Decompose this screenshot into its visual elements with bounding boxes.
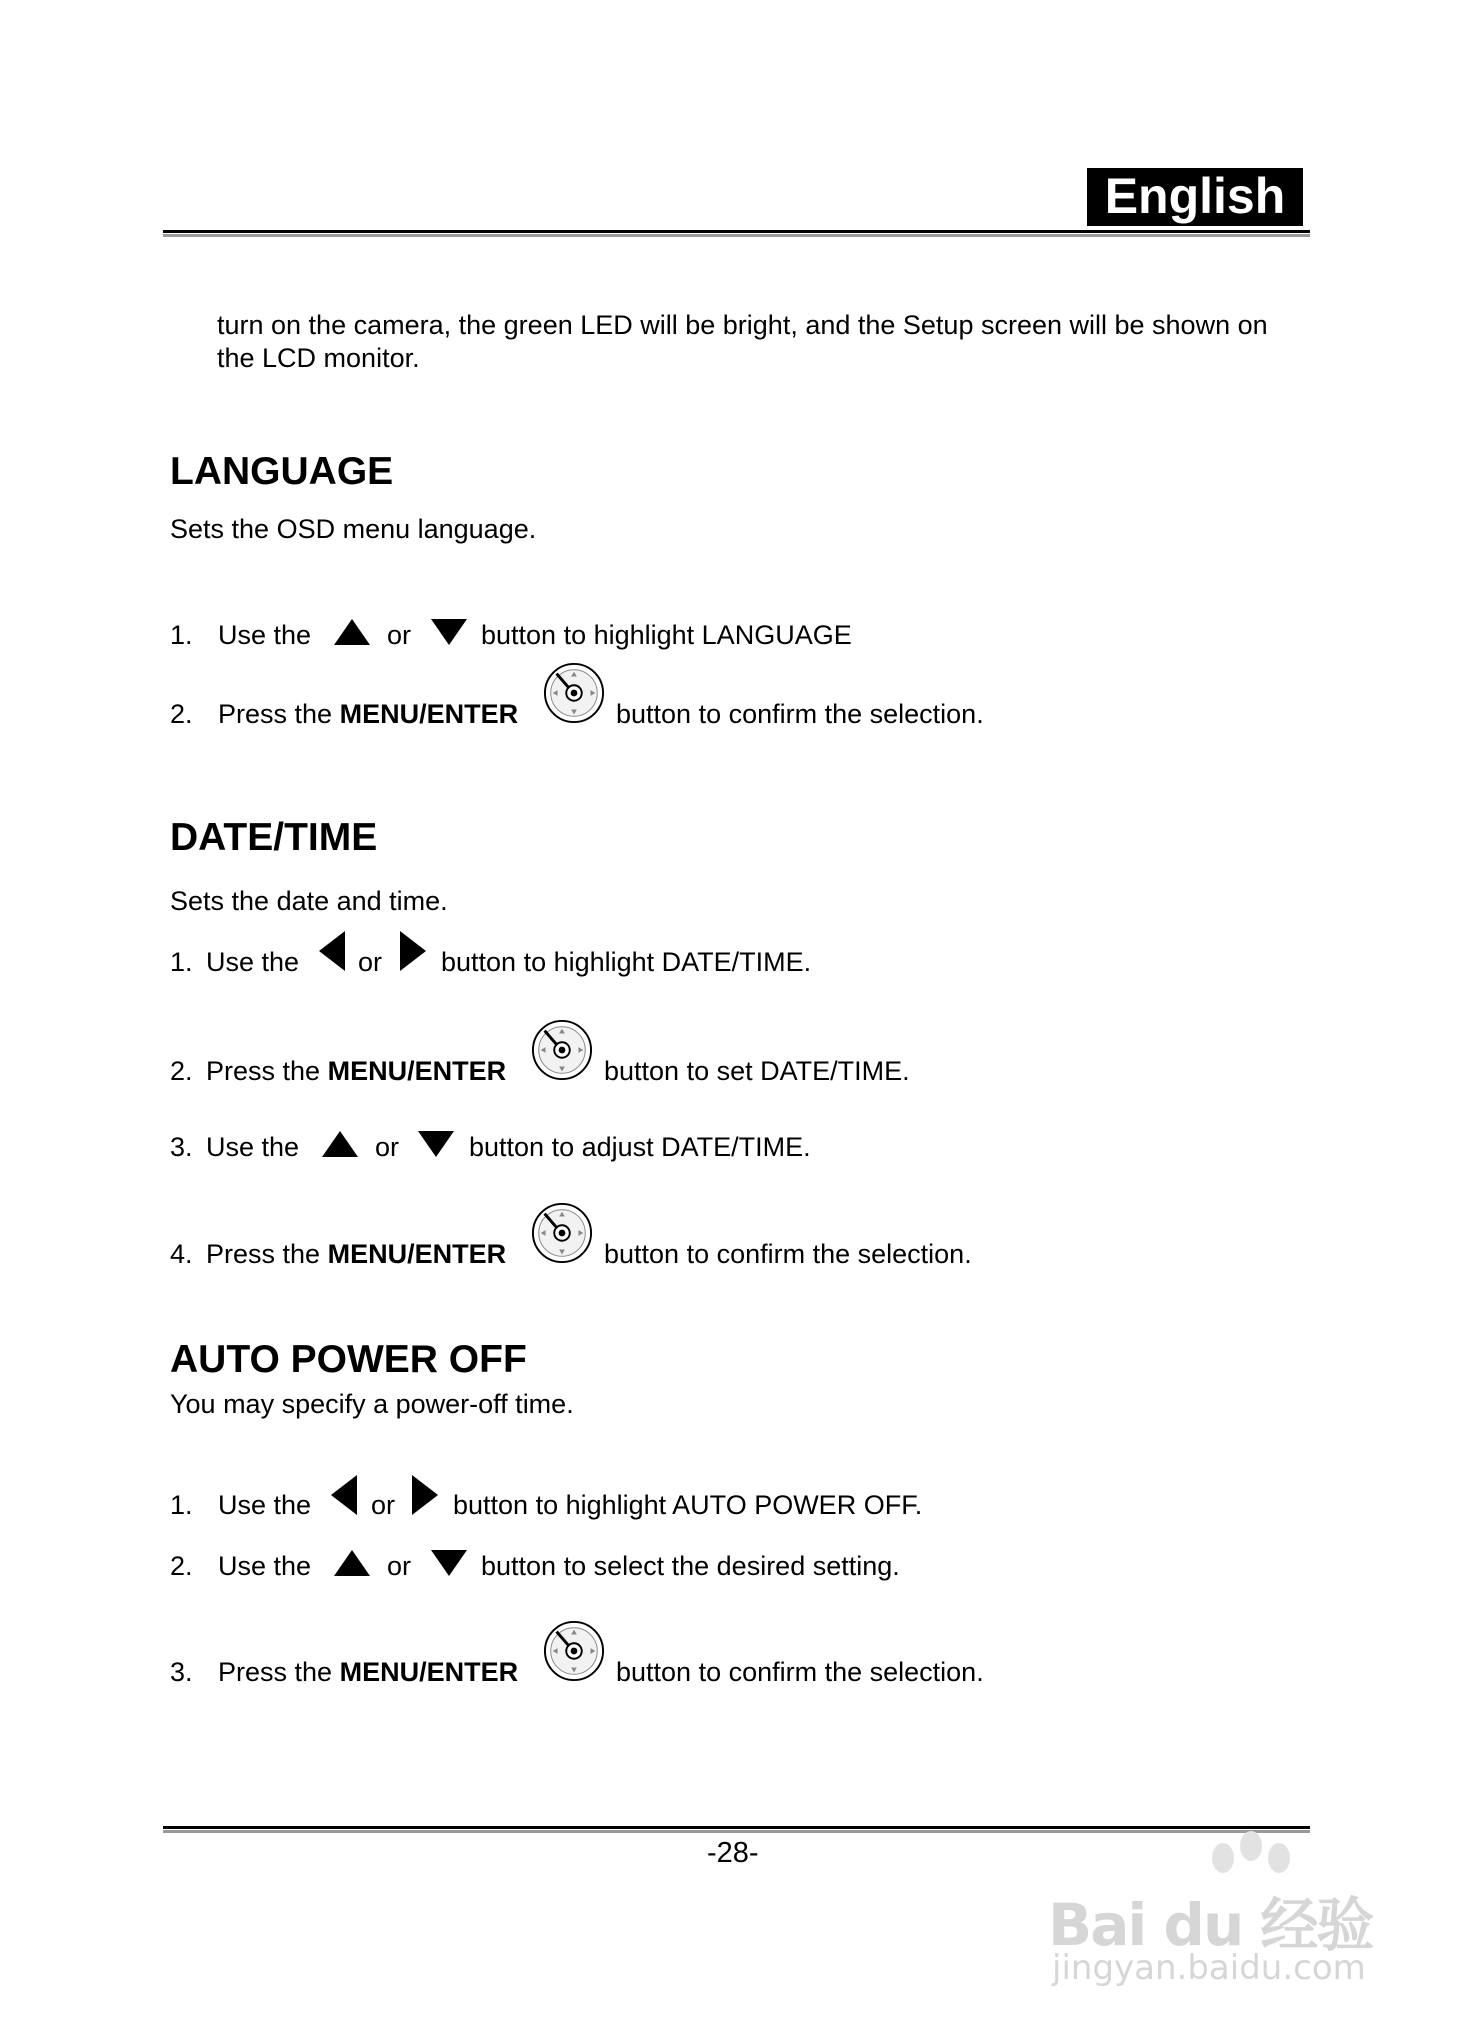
auto-power-off-heading: AUTO POWER OFF: [170, 1338, 527, 1381]
auto-power-off-step-2: [170, 1550, 900, 1582]
right-arrow-icon: [410, 1473, 440, 1517]
language-heading: LANGUAGE: [170, 450, 394, 493]
step-text-or: or: [387, 1551, 412, 1581]
menu-enter-label: MENU/ENTER: [339, 1657, 519, 1687]
step-text-post: button to set DATE/TIME.: [604, 1056, 910, 1086]
datetime-step-3: [170, 1131, 811, 1163]
down-arrow-icon: [427, 617, 471, 647]
language-step-1: [170, 619, 852, 651]
step-text-pre: Use the: [206, 1132, 300, 1162]
language-step-2: [170, 698, 984, 730]
step-text-pre: Use the: [218, 1551, 312, 1581]
datetime-step-4: [170, 1238, 972, 1270]
step-number: 1.: [170, 1490, 193, 1520]
auto-power-off-description: You may specify a power-off time.: [170, 1389, 574, 1419]
step-text-pre: [218, 698, 518, 730]
step-number: 1.: [170, 620, 193, 650]
intro-line-2: the LCD monitor.: [217, 343, 420, 373]
up-arrow-icon: [330, 617, 374, 647]
language-badge: English: [1087, 168, 1303, 226]
step-text-pre-label: Press the: [218, 1657, 333, 1687]
step-text-post: button to highlight DATE/TIME.: [441, 947, 812, 977]
step-text-or: or: [371, 1490, 396, 1520]
datetime-step-1: [170, 946, 812, 978]
step-number: 4.: [170, 1239, 193, 1269]
auto-power-off-step-1: [170, 1489, 923, 1521]
menu-enter-button-icon: [531, 1202, 593, 1264]
step-text-post: button to highlight AUTO POWER OFF.: [453, 1490, 923, 1520]
step-number: 3.: [170, 1657, 193, 1687]
step-text-post: button to select the desired setting.: [481, 1551, 900, 1581]
step-number: 2.: [170, 1056, 193, 1086]
step-text-post: button to confirm the selection.: [616, 1657, 984, 1687]
header-rule: [163, 230, 1310, 233]
left-arrow-icon: [329, 1473, 359, 1517]
watermark-url: jingyan.baidu.com: [1052, 1948, 1366, 1988]
step-text-pre: Use the: [218, 620, 312, 650]
header-rule-shadow: [163, 234, 1310, 237]
step-text-or: or: [375, 1132, 400, 1162]
language-description: Sets the OSD menu language.: [170, 514, 537, 544]
page-number: -28-: [707, 1837, 759, 1869]
up-arrow-icon: [318, 1129, 362, 1159]
step-text-post: button to confirm the selection.: [616, 699, 984, 729]
step-number: 1.: [170, 947, 193, 977]
step-text-post: button to highlight LANGUAGE: [481, 620, 852, 650]
step-text-pre: Use the: [218, 1490, 312, 1520]
up-arrow-icon: [330, 1548, 374, 1578]
step-text-pre: Use the: [206, 947, 300, 977]
down-arrow-icon: [427, 1548, 471, 1578]
step-number: 2.: [170, 1551, 193, 1581]
step-number: 3.: [170, 1132, 193, 1162]
step-text-pre-label: Press the: [206, 1239, 321, 1269]
menu-enter-button-icon: [531, 1019, 593, 1081]
step-text-pre-label: Press the: [206, 1056, 321, 1086]
step-text-pre: [218, 1656, 518, 1688]
intro-line-1: turn on the camera, the green LED will be bright, and the Setup screen will be shown on: [217, 310, 1268, 340]
menu-enter-button-icon: [543, 1620, 605, 1682]
step-text-pre: [206, 1055, 506, 1087]
step-text-pre-label: Press the: [218, 699, 333, 729]
step-text-or: or: [387, 620, 412, 650]
auto-power-off-step-3: [170, 1656, 984, 1688]
step-number: 2.: [170, 699, 193, 729]
step-text-post: button to confirm the selection.: [604, 1239, 972, 1269]
step-text-post: button to adjust DATE/TIME.: [469, 1132, 811, 1162]
step-text-or: or: [358, 947, 383, 977]
right-arrow-icon: [398, 929, 428, 973]
menu-enter-button-icon: [543, 662, 605, 724]
baidu-watermark-logo: [1048, 1828, 1388, 1988]
datetime-step-2: [170, 1055, 910, 1087]
datetime-heading: DATE/TIME: [170, 816, 378, 859]
menu-enter-label: MENU/ENTER: [327, 1056, 507, 1086]
left-arrow-icon: [317, 929, 347, 973]
datetime-description: Sets the date and time.: [170, 886, 448, 916]
watermark-brand: Bai du 经验: [1048, 1891, 1373, 1959]
step-text-pre: [206, 1238, 506, 1270]
down-arrow-icon: [414, 1129, 458, 1159]
menu-enter-label: MENU/ENTER: [327, 1239, 507, 1269]
menu-enter-label: MENU/ENTER: [339, 699, 519, 729]
